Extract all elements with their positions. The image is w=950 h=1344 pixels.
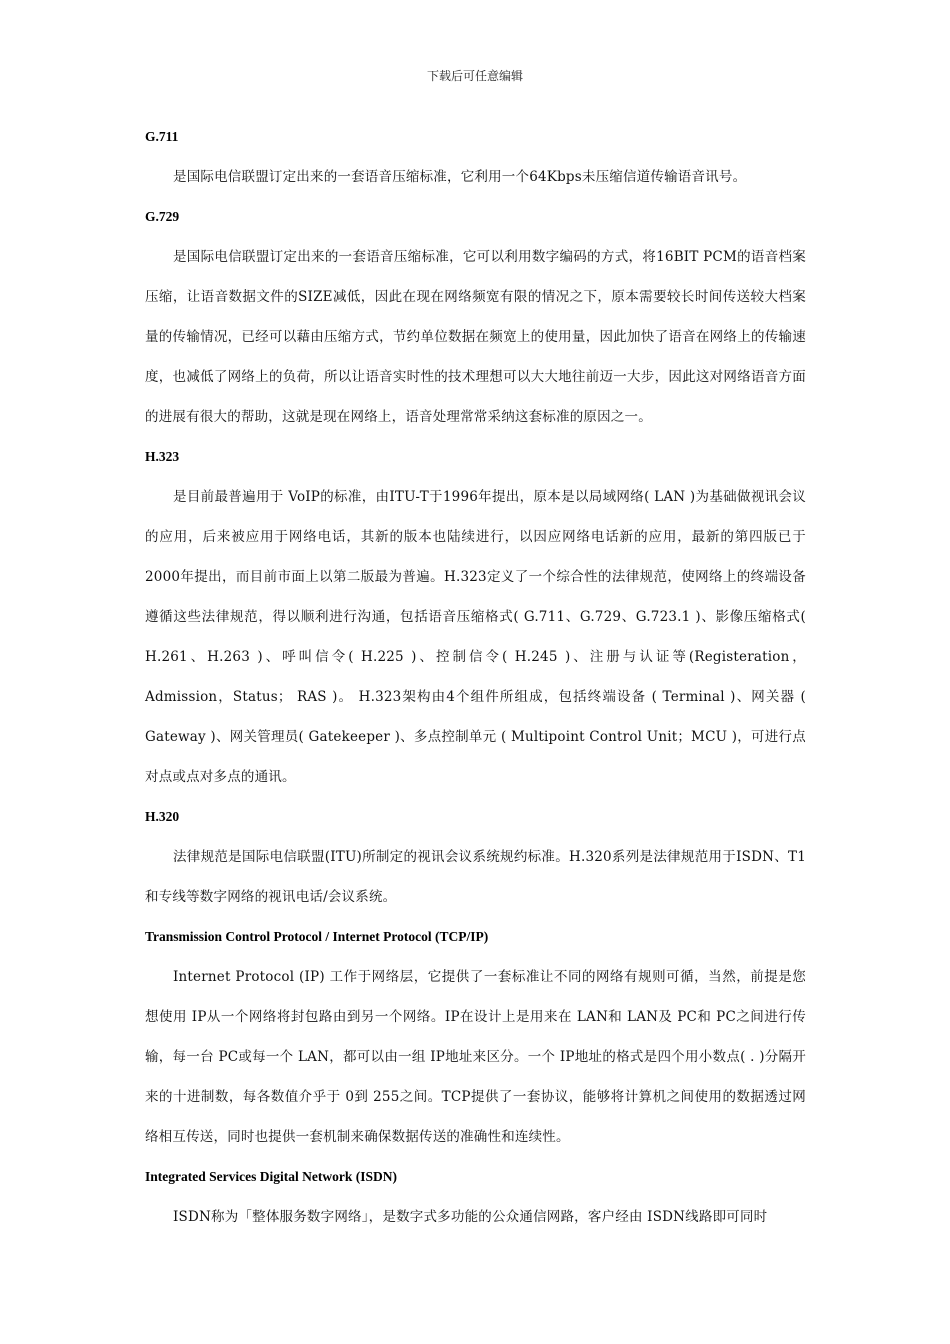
section-body-g729: 是国际电信联盟订定出来的一套语音压缩标准，它可以利用数字编码的方式，将16BIT PCM的语音档案压缩，让语音数据文件的SIZE减低，因此在现在网络频宽有限的情况之下，原本需要较长时间传送较大档案量的传输情况，已经可以藉由压缩方式，节约单位数据在频宽上的使用量，因此加快了语音在网络上的传输速度，也减低了网络上的负荷，所以让语音实时性的技术理想可以大大地往前迈一大步，因此这对网络语音方面的进展有很大的帮助，这就是现在网络上，语音处理常常采纳这套标准的原因之一。 bbox=[145, 249, 806, 425]
section-heading-g711: G.711 bbox=[145, 129, 179, 144]
section-heading-h323: H.323 bbox=[145, 449, 180, 464]
section-heading-tcpip: Transmission Control Protocol / Internet Protocol (TCP/IP) bbox=[145, 929, 489, 944]
section-body-g711: 是国际电信联盟订定出来的一套语音压缩标准，它利用一个64Kbps未压缩信道传输语音讯号。 bbox=[173, 169, 747, 185]
section-body-isdn: ISDN称为「整体服务数字网络」，是数字式多功能的公众通信网路，客户经由 ISDN线路即可同时 bbox=[173, 1209, 768, 1225]
section-heading-isdn: Integrated Services Digital Network (ISDN) bbox=[145, 1169, 397, 1184]
section-heading-g729: G.729 bbox=[145, 209, 180, 224]
page-header: 下载后可任意编辑 bbox=[426, 69, 523, 83]
section-heading-h320: H.320 bbox=[145, 809, 180, 824]
section-body-h323: 是目前最普遍用于 VoIP的标准，由ITU-T于1996年提出，原本是以局域网络( LAN )为基础做视讯会议的应用，后来被应用于网络电话，其新的版本也陆续进行，以因应网络电话新的应用，最新的第四版已于2000年提出，而目前市面上以第二版最为普遍。H.323定义了一个综合性的法律规范，使网络上的终端设备遵循这些法律规范，得以顺利进行沟通，包括语音压缩格式( G.711、G.729、G.723.1 )、影像压缩格式( H.261、H.263 )、呼叫信令( H.225 )、控制信令( H.245 )、注册与认证等(Registeration， Admission，Status； RAS )。 H.323架构由4个组件所组成，包括终端设备 ( Terminal )、网关器 ( Gateway )、网关管理员( Gatekeeper )、多点控制单元 ( Multipoint Control Unit；MCU )，可进行点对点或点对多点的通讯。 bbox=[145, 489, 806, 785]
document-body bbox=[145, 126, 806, 1246]
section-body-h320: 法律规范是国际电信联盟(ITU)所制定的视讯会议系统规约标准。H.320系列是法律规范用于ISDN、T1和专线等数字网络的视讯电话/会议系统。 bbox=[145, 849, 806, 905]
section-body-tcpip: Internet Protocol (IP) 工作于网络层，它提供了一套标准让不同的网络有规则可循，当然，前提是您想使用 IP从一个网络将封包路由到另一个网络。IP在设计上是用来在 LAN和 LAN及 PC和 PC之间进行传输，每一台 PC或每一个 LAN，都可以由一组 IP地址来区分。一个 IP地址的格式是四个用小数点( . )分隔开来的十进制数，每各数值介乎于 0到 255之间。TCP提供了一套协议，能够将计算机之间使用的数据透过网络相互传送，同时也提供一套机制来确保数据传送的准确性和连续性。 bbox=[145, 969, 806, 1145]
